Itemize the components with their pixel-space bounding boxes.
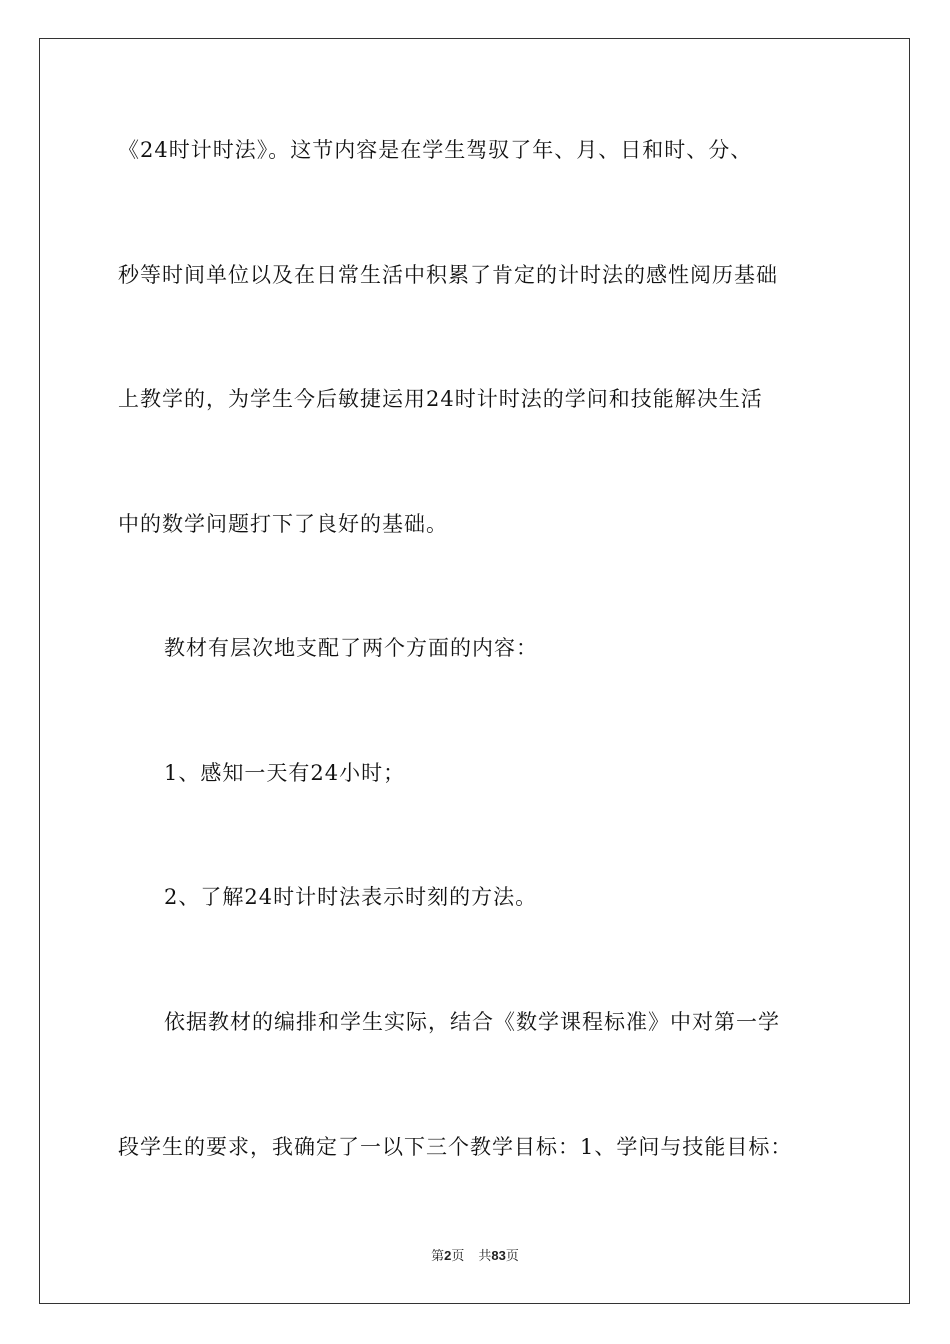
footer-total-pages: 83 (491, 1248, 506, 1263)
footer-page-suffix: 页 (451, 1249, 465, 1264)
list-item-1: 1、感知一天有24小时； (164, 761, 406, 785)
list-item-2: 2、了解24时计时法表示时刻的方法。 (164, 885, 538, 909)
footer-page-prefix: 第 (431, 1249, 445, 1264)
paragraph-line-1: 《24时计时法》。这节内容是在学生驾驭了年、月、日和时、分、 (118, 138, 753, 162)
paragraph-line-2: 秒等时间单位以及在日常生活中积累了肯定的计时法的感性阅历基础 (118, 263, 778, 287)
footer-page-number: 2 (444, 1248, 452, 1263)
paragraph-line-4: 中的数学问题打下了良好的基础。 (118, 512, 448, 536)
footer-total-suffix: 页 (505, 1249, 519, 1264)
page-border (39, 38, 910, 1304)
paragraph-line-3: 上教学的，为学生今后敏捷运用24时计时法的学问和技能解决生活 (118, 387, 763, 411)
footer-total-prefix: 共 (478, 1249, 492, 1264)
paragraph-line-5: 教材有层次地支配了两个方面的内容： (164, 636, 538, 660)
page-footer (0, 1245, 950, 1264)
paragraph-line-8: 依据教材的编排和学生实际，结合《数学课程标准》中对第一学 (164, 1010, 780, 1034)
paragraph-line-9: 段学生的要求，我确定了一以下三个教学目标：1、学问与技能目标： (118, 1135, 793, 1159)
